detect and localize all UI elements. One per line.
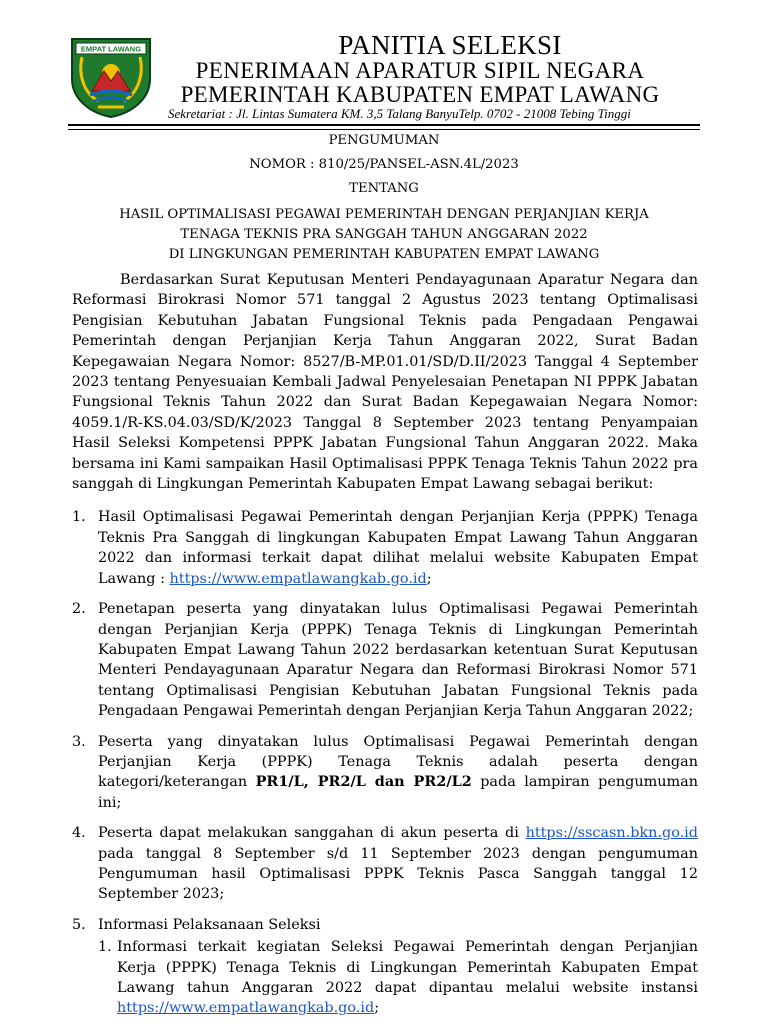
list-text-end: ;	[426, 570, 432, 587]
header-title: PANITIA SELEKSI	[338, 30, 562, 60]
list-text: Peserta yang dinyatakan lulus Optimalisasi Pegawai Pemerintah dengan Perjanjian Kerja (PPPK) Tenaga Teknis adalah peserta dengan kategori/keterangan	[98, 733, 698, 791]
title-line: TENAGA TEKNIS PRA SANGGAH TAHUN ANGGARAN 2022	[180, 227, 588, 242]
sub-list-text: Informasi terkait kegiatan Seleksi Pegawai Pemerintah dengan Perjanjian Kerja (PPPK) Tenaga Teknis di Lingkungan Pemerintah Kabupaten Empat Lawang tahun Anggaran 2022 dapat dipantau melalui website instansi	[117, 939, 698, 996]
list-item	[72, 732, 698, 814]
announcement-number: NOMOR : 810/25/PANSEL-ASN.4L/2023	[249, 157, 519, 172]
sub-list-text-end: ;	[374, 1000, 380, 1017]
category-codes: PR1/L, PR2/L dan PR2/L2	[255, 773, 472, 791]
list-text: Hasil Optimalisasi Pegawai Pemerintah dengan Perjanjian Kerja (PPPK) Tenaga Teknis Pra Sanggah di lingkungan Kabupaten Empat Lawang Tahun Anggaran 2022 dan informasi terkait dapat dilihat melalui website Kabupaten Empat Lawang :	[98, 509, 698, 587]
title-line: DI LINGKUNGAN PEMERINTAH KABUPATEN EMPAT LAWANG	[168, 247, 600, 262]
list-number: 5.	[72, 916, 86, 933]
title-line: HASIL OPTIMALISASI PEGAWAI PEMERINTAH DENGAN PERJANJIAN KERJA	[119, 207, 649, 222]
website-link[interactable]: https://www.empatlawangkab.go.id	[169, 570, 427, 587]
list-text-end: pada lampiran pengumuman ini;	[98, 774, 699, 811]
header-subtitle: PENERIMAAN APARATUR SIPIL NEGARA	[195, 58, 645, 83]
document-body	[72, 270, 698, 1029]
list-number: 1.	[72, 509, 86, 526]
header-government: PEMERINTAH KABUPATEN EMPAT LAWANG	[180, 82, 660, 107]
sub-list	[98, 937, 698, 1019]
regency-emblem-logo	[68, 35, 154, 119]
list-text-end: pada tanggal 8 September s/d 11 September 2023 dengan pengumuman Pengumuman hasil Optimalisasi PPPK Teknis Pasca Sanggah tanggal 12 September 2023;	[98, 845, 698, 903]
announcement-label: PENGUMUMAN	[328, 133, 440, 148]
announcement-list	[72, 507, 698, 1018]
announcement-about: TENTANG	[349, 181, 419, 196]
header-rule-thin	[68, 129, 700, 130]
intro-paragraph: Berdasarkan Surat Keputusan Menteri Pendayagunaan Aparatur Negara dan Reformasi Birokrasi Nomor 571 tanggal 2 Agustus 2023 tentang Optimalisasi Pengisian Kebutuhan Jabatan Fungsional Teknis pada Pengadaan Pengawai Pemerintah dengan Perjanjian Kerja Tahun Anggaran 2022, Surat Badan Kepegawaian Negara Nomor: 8527/B-MP.01.01/SD/D.II/2023 Tanggal 4 September 2023 tentang Penyesuaian Kembali Jadwal Penyelesaian Penetapan NI PPPK Jabatan Fungsional Teknis Tahun 2022 dan Surat Badan Kepegawaian Negara Nomor: 4059.1/R-KS.04.03/SD/K/2023 Tanggal 8 September 2023 tentang Penyampaian Hasil Seleksi Kompetensi PPPK Jabatan Fungsional Tahun Anggaran 2022. Maka bersama ini Kami sampaikan Hasil Optimalisasi PPPK Tenaga Teknis Tahun 2022 pra sanggah di Lingkungan Pemerintah Kabupaten Empat Lawang sebagai berikut:	[72, 272, 698, 493]
list-item	[72, 915, 698, 1019]
list-text: Penetapan peserta yang dinyatakan lulus Optimalisasi Pegawai Pemerintah dengan Perjanjian Kerja (PPPK) Tenaga Teknis di Lingkungan Pemerintah Kabupaten Empat Lawang Tahun 2022 berdasarkan ketentuan Surat Keputusan Menteri Pendayagunaan Aparatur Negara dan Reformasi Birokrasi Nomor 571 tentang Optimalisasi Pengisian Kebutuhan Jabatan Fungsional Teknis pada Pengadaan Pengawai Pemerintah dengan Perjanjian Kerja Tahun Anggaran 2022;	[98, 601, 698, 720]
logo-text: EMPAT LAWANG	[80, 44, 142, 54]
website-link[interactable]: https://www.empatlawangkab.go.id	[117, 1000, 375, 1017]
list-item	[72, 599, 698, 721]
list-item	[72, 823, 698, 905]
announcement-title	[60, 205, 708, 265]
header-rule-thick	[68, 124, 700, 126]
sub-list-number: 1.	[98, 939, 112, 956]
list-number: 4.	[72, 825, 86, 842]
sscasn-link[interactable]: https://sscasn.bkn.go.id	[525, 825, 698, 842]
list-text: Peserta dapat melakukan sanggahan di akun peserta di	[98, 825, 526, 842]
header-address: Sekretariat : Jl. Lintas Sumatera KM. 3,5 Talang BanyuTelp. 0702 - 21008 Tebing Tinggi	[168, 106, 631, 121]
list-text: Informasi Pelaksanaan Seleksi	[98, 916, 321, 933]
list-number: 2.	[72, 601, 86, 618]
sub-list-item	[98, 937, 698, 1019]
list-number: 3.	[72, 733, 86, 750]
list-item	[72, 507, 698, 589]
